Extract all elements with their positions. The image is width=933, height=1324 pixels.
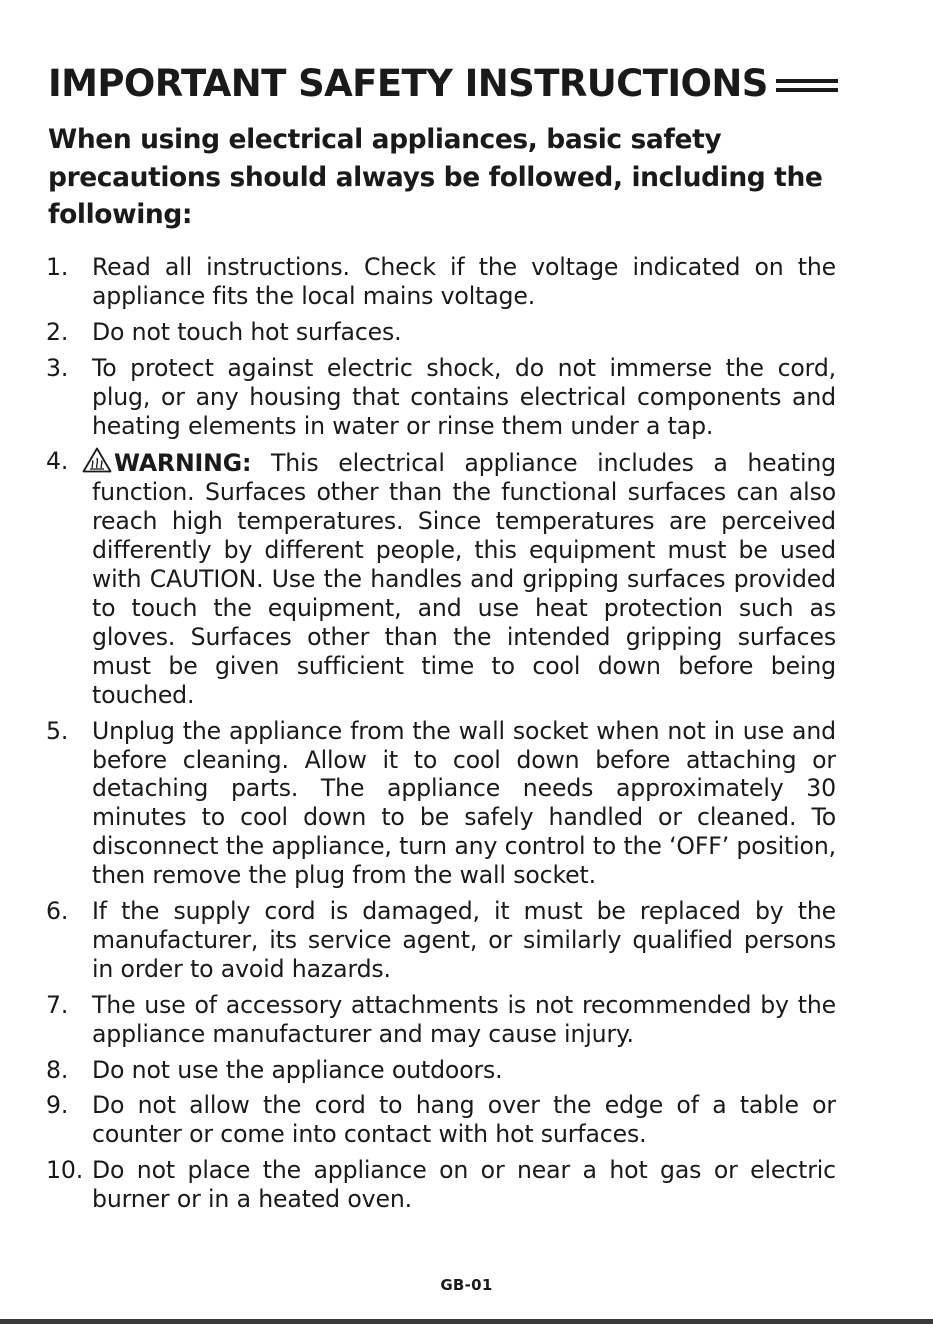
list-item xyxy=(46,1156,836,1214)
list-item xyxy=(46,354,836,441)
title-rule-line xyxy=(776,79,838,83)
warning-label-group xyxy=(92,449,251,477)
page-bottom-border xyxy=(0,1319,933,1324)
item-text: Do not place the appliance on or near a hot gas or electric burner or in a heated oven. xyxy=(92,1156,836,1214)
item-text: This electrical appliance includes a heating function. Surfaces other than the functional surfaces can also reach high temperatures. Since temperatures are perceived differently by different people, this equipment must be used with CAUTION. Use the handles and gripping surfaces provided to touch the equipment, and use heat protection such as gloves. Surfaces other than the intended gripping surfaces must be given sufficient time to cool down before being touched. xyxy=(92,449,836,709)
item-number: 8. xyxy=(46,1055,69,1084)
item-text: Do not touch hot surfaces. xyxy=(92,317,402,346)
item-number: 7. xyxy=(46,990,69,1019)
item-number: 1. xyxy=(46,253,69,281)
list-item xyxy=(46,897,836,984)
intro-heading: When using electrical appliances, basic safety precautions should always be followed, including the following: xyxy=(48,124,823,230)
item-text: Read all instructions. Check if the voltage indicated on the appliance fits the local mains voltage. xyxy=(92,253,836,310)
list-item xyxy=(46,1056,836,1085)
page-code: GB-01 xyxy=(440,1276,493,1294)
item-number: 6. xyxy=(46,897,69,926)
item-text: To protect against electric shock, do not immerse the cord, plug, or any housing that contains electrical components and heating elements in water or rinse them under a tap. xyxy=(92,353,836,440)
list-item xyxy=(46,253,836,311)
warning-label: WARNING: xyxy=(114,449,252,478)
list-item xyxy=(46,1091,836,1149)
item-number: 10. xyxy=(46,1156,84,1185)
title-double-rule xyxy=(776,79,838,92)
instruction-list xyxy=(46,253,836,1221)
item-text: Do not use the appliance outdoors. xyxy=(92,1055,503,1084)
item-number: 3. xyxy=(46,353,69,382)
list-item xyxy=(46,991,836,1049)
item-text: Unplug the appliance from the wall socket when not in use and before cleaning. Allow it to cool down before attaching or detaching parts. The appliance needs approximately 30 minutes to cool down to be safely handled or cleaned. To disconnect the appliance, turn any control to the ‘OFF’ position, then remove the plug from the wall socket. xyxy=(92,716,836,890)
page-title: IMPORTANT SAFETY INSTRUCTIONS xyxy=(48,62,768,105)
list-item xyxy=(46,717,836,890)
item-number: 4. xyxy=(46,447,69,476)
title-rule-line xyxy=(776,88,838,92)
item-text: Do not allow the cord to hang over the edge of a table or counter or come into contact with hot surfaces. xyxy=(92,1091,836,1149)
title-row xyxy=(48,62,838,105)
list-item xyxy=(46,318,836,347)
item-text: The use of accessory attachments is not recommended by the appliance manufacturer and may cause injury. xyxy=(92,990,836,1048)
item-number: 5. xyxy=(46,716,69,745)
item-text: If the supply cord is damaged, it must be replaced by the manufacturer, its service agent, or similarly qualified persons in order to avoid hazards. xyxy=(92,897,836,983)
list-item-warning xyxy=(46,447,836,709)
item-number: 9. xyxy=(46,1091,69,1120)
item-number: 2. xyxy=(46,317,69,346)
